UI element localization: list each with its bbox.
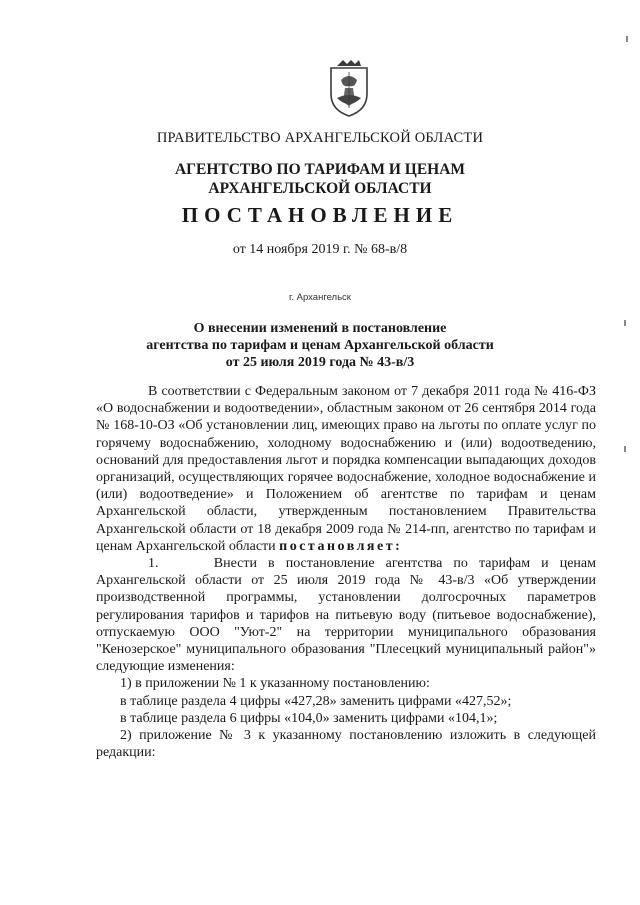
preamble-text: В соответствии с Федеральным законом от 7 декабря 2011 года № 416-ФЗ «О водоснабжении и водоотведении», областным законом от 26 сентября 2014 года № 168-10-ОЗ «Об установлении лиц, имеющих право на льготы по оплате услуг по горячему водоснабжению, холодному водоснабжению и (или) водоотведению, оснований для предоставления льгот и порядка компенсации выпадающих доходов организаций, осуществляющих горячее водоснабжение, холодное водоснабжение и (или) водоотведение» и Положением об агентстве по тарифам и ценам Архангельской области, утвержденным постановлением Правительства Архангельской области от 18 декабря 2009 года № 214-пп, агентство по тарифам и ценам Архангельской области [96, 384, 596, 554]
agency-name [0, 160, 640, 198]
document-subject [0, 320, 640, 371]
subject-line3: от 25 июля 2019 года № 43-в/3 [225, 355, 415, 370]
subitem-1-paragraph: 1) в приложении № 1 к указанному постановлению: [120, 676, 430, 692]
document-date-number: от 14 ноября 2019 г. № 68-в/8 [232, 242, 408, 257]
document-body [96, 383, 596, 761]
preamble-paragraph [96, 383, 596, 555]
scan-mark [624, 446, 626, 452]
subitem-1a-paragraph: в таблице раздела 4 цифры «427,28» заменить цифрами «427,52»; [120, 693, 512, 709]
agency-name-line1: АГЕНТСТВО ПО ТАРИФАМ И ЦЕНАМ [174, 161, 466, 178]
government-name: ПРАВИТЕЛЬСТВО АРХАНГЕЛЬСКОЙ ОБЛАСТИ [156, 130, 484, 146]
subject-line1: О внесении изменений в постановление [193, 321, 447, 336]
scan-mark [624, 320, 626, 326]
document-city: г. Архангельск [289, 292, 351, 303]
subitem-1b-paragraph: в таблице раздела 6 цифры «104,0» заменить цифрами «104,1»; [120, 710, 498, 726]
item-1-paragraph: 1. Внести в постановление агентства по тарифам и ценам Архангельской области от 25 июля 2019 года № 43-в/3 «Об утверждении производственной программы, установлении долгосрочных параметров регулирования тарифов и тарифов на питьевую воду (питьевое водоснабжение), отпускаемую ООО "Уют-2" на территории муниципального образования "Кенозерское" муниципального образования "Плесецкий муниципальный район"» следующие изменения: [96, 556, 596, 675]
agency-name-line2: АРХАНГЕЛЬСКОЙ ОБЛАСТИ [208, 180, 432, 197]
document-type: ПОСТАНОВЛЕНИЕ [181, 203, 459, 227]
coat-of-arms-icon [325, 58, 373, 118]
scan-mark [626, 36, 628, 42]
resolves-word: постановляет: [279, 538, 403, 554]
subitem-2-paragraph: 2) приложение № 3 к указанному постановлению изложить в следующей редакции: [96, 728, 596, 761]
subject-line2: агентства по тарифам и ценам Архангельской области [146, 338, 494, 353]
